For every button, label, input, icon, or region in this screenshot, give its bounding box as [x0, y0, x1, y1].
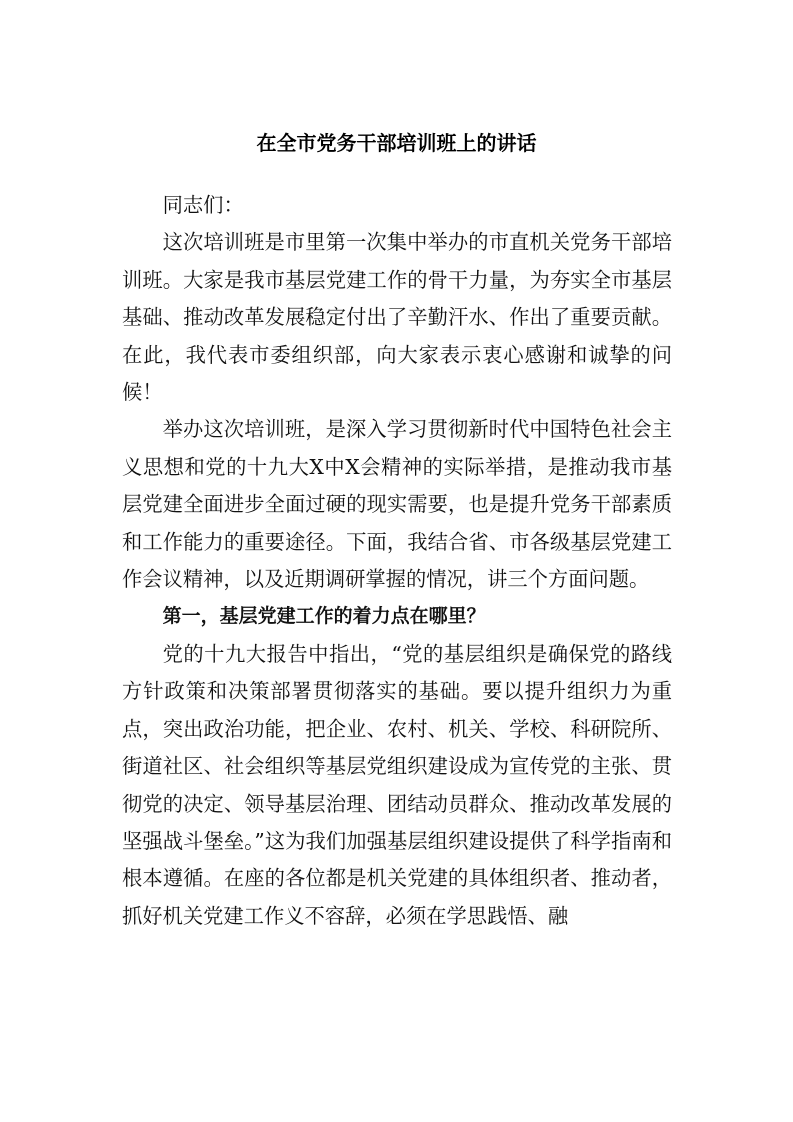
paragraph-2: 举办这次培训班，是深入学习贯彻新时代中国特色社会主义思想和党的十九大X中X会精神的实际举措，是推动我市基层党建全面进步全面过硬的现实需要，也是提升党务干部素质和工作能力的重要途径。下面，我结合省、市各级基层党建工作会议精神，以及近期调研掌握的情况，讲三个方面问题。 [122, 417, 672, 592]
paragraph-1: 这次培训班是市里第一次集中举办的市直机关党务干部培训班。大家是我市基层党建工作的骨干力量，为夯实全市基层基础、推动改革发展稳定付出了辛勤汗水、作出了重要贡献。在此，我代表市委组织部，向大家表示衷心感谢和诚挚的问候！ [122, 230, 672, 405]
document-title: 在全市党务干部培训班上的讲话 [256, 131, 537, 155]
salutation: 同志们： [162, 193, 244, 217]
document-body [122, 187, 672, 935]
paragraph-3: 党的十九大报告中指出，“党的基层组织是确保党的路线方针政策和决策部署贯彻落实的基础。要以提升组织力为重点，突出政治功能，把企业、农村、机关、学校、科研院所、街道社区、社会组织等基层党组织建设成为宣传党的主张、贯彻党的决定、领导基层治理、团结动员群众、推动改革发展的坚强战斗堡垒。”这为我们加强基层组织建设提供了科学指南和根本遵循。在座的各位都是机关党建的具体组织者、推动者，抓好机关党建工作义不容辞，必须在学思践悟、融 [122, 641, 672, 928]
section-heading-1: 第一，基层党建工作的着力点在哪里？ [162, 605, 486, 628]
